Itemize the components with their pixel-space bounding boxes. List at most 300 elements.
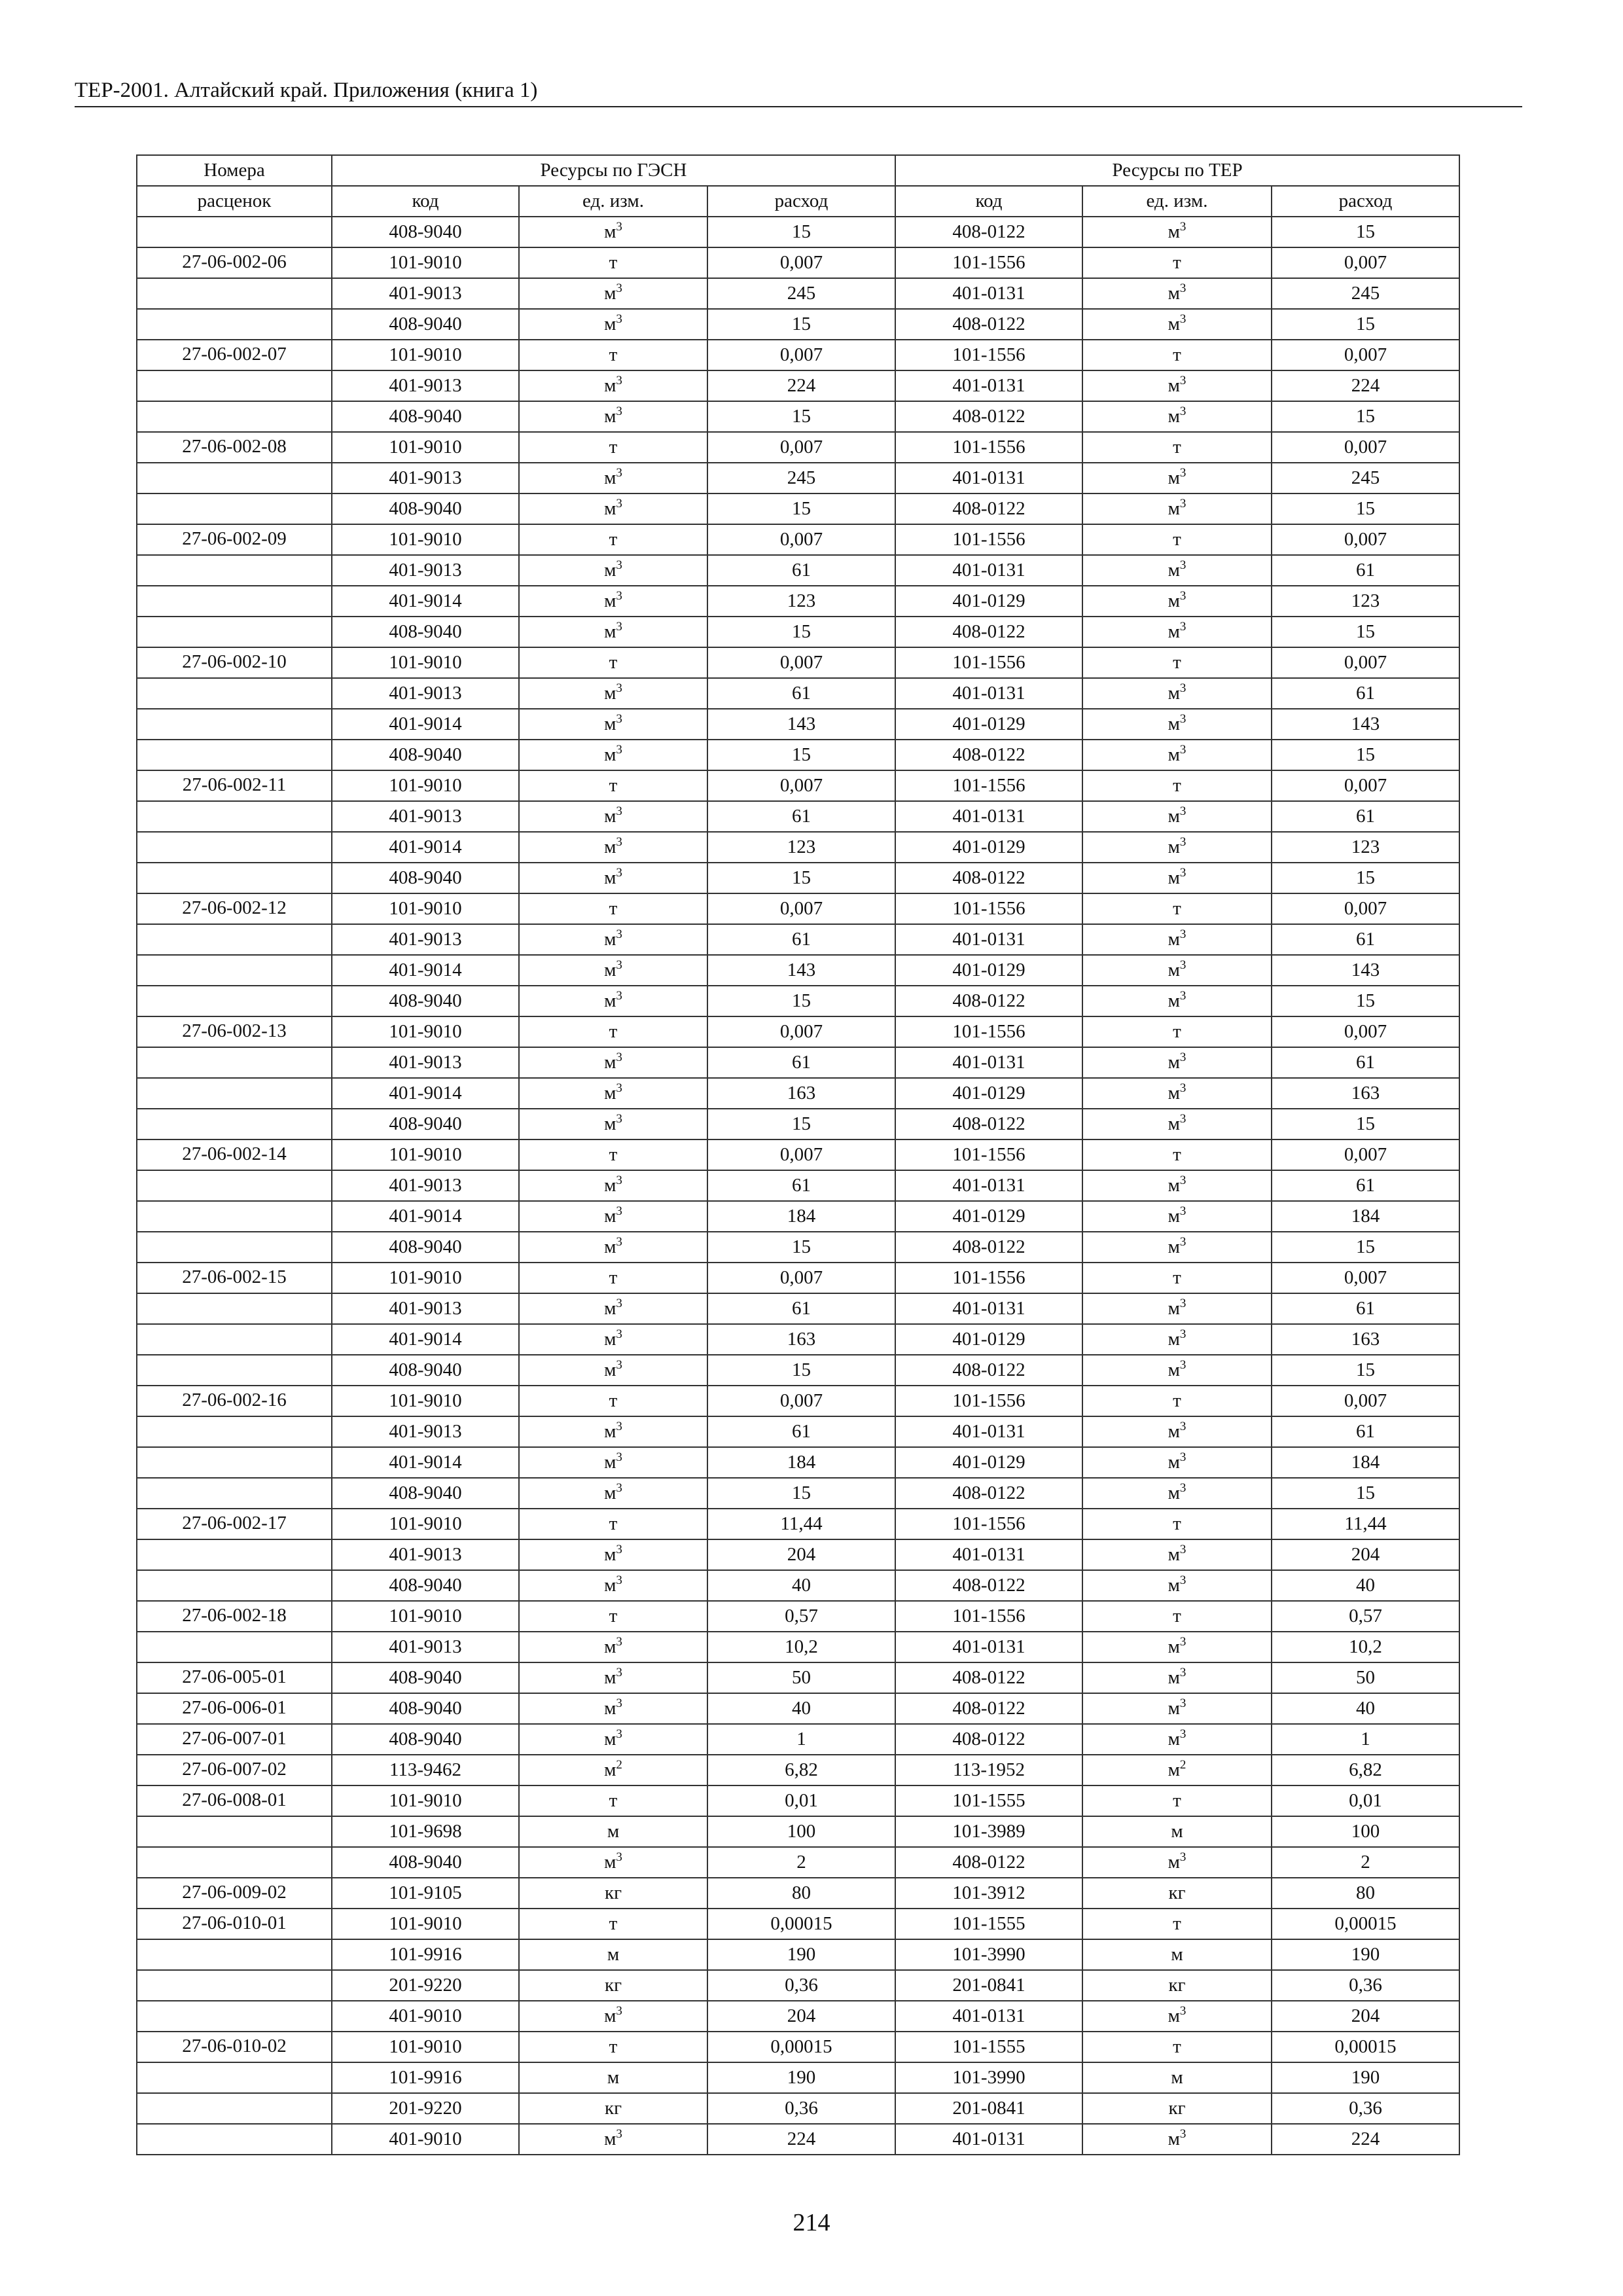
gesn-unit-cell: $м^2$ <box>519 1755 707 1785</box>
gesn-resources-header: Ресурсы по ГЭСН <box>332 155 895 186</box>
ter-unit-cell: т <box>1082 2032 1272 2062</box>
page-header: ТЕР-2001. Алтайский край. Приложения (книга 1) <box>75 77 1522 107</box>
gesn-consumption-cell: 15 <box>707 740 895 770</box>
ter-unit-cell: $м^3$ <box>1082 986 1272 1016</box>
gesn-unit-cell: $м^3$ <box>519 1047 707 1078</box>
gesn-unit-cell: $м^3$ <box>519 1355 707 1386</box>
table-row <box>137 1755 1459 1785</box>
table-row <box>137 1109 1459 1139</box>
ter-consumption-cell: 0,007 <box>1272 247 1459 278</box>
rate-number-cell <box>137 401 332 432</box>
ter-code-cell: 101-1556 <box>895 247 1082 278</box>
ter-unit-cell: $м^3$ <box>1082 1201 1272 1232</box>
gesn-consumption-cell: 224 <box>707 370 895 401</box>
gesn-consumption-cell: 0,007 <box>707 247 895 278</box>
ter-code-cell: 408-0122 <box>895 1355 1082 1386</box>
gesn-code-cell: 101-9010 <box>332 1139 519 1170</box>
ter-code-cell: 401-0129 <box>895 955 1082 986</box>
ter-unit-cell: $м^3$ <box>1082 955 1272 986</box>
ter-consumption-cell: 61 <box>1272 1170 1459 1201</box>
ter-unit-cell: $м^3$ <box>1082 924 1272 955</box>
ter-unit-cell: т <box>1082 1386 1272 1416</box>
gesn-unit-cell: $м^3$ <box>519 1416 707 1447</box>
ter-consumption-cell: 15 <box>1272 217 1459 247</box>
table-row <box>137 247 1459 278</box>
table-row <box>137 401 1459 432</box>
gesn-code-cell: 101-9010 <box>332 1263 519 1293</box>
gesn-code-cell: 101-9916 <box>332 2062 519 2093</box>
gesn-unit-cell: $м^3$ <box>519 1078 707 1109</box>
table-row <box>137 1785 1459 1816</box>
ter-consumption-cell: 61 <box>1272 1047 1459 1078</box>
gesn-code-cell: 201-9220 <box>332 1970 519 2001</box>
ter-code-cell: 408-0122 <box>895 217 1082 247</box>
ter-unit-cell: $м^3$ <box>1082 1570 1272 1601</box>
ter-code-cell: 201-0841 <box>895 2093 1082 2124</box>
gesn-code-cell: 101-9010 <box>332 770 519 801</box>
gesn-unit-cell: т <box>519 1909 707 1939</box>
gesn-code-cell: 408-9040 <box>332 617 519 647</box>
gesn-unit-cell: $м^3$ <box>519 1632 707 1662</box>
rate-number-cell <box>137 1816 332 1847</box>
gesn-consumption-cell: 204 <box>707 2001 895 2032</box>
ter-code-cell: 401-0131 <box>895 2001 1082 2032</box>
ter-code-cell: 401-0131 <box>895 1539 1082 1570</box>
table-row <box>137 955 1459 986</box>
gesn-code-cell: 101-9010 <box>332 1386 519 1416</box>
gesn-code-cell: 408-9040 <box>332 217 519 247</box>
gesn-consumption-cell: 0,01 <box>707 1785 895 1816</box>
gesn-consumption-cell: 6,82 <box>707 1755 895 1785</box>
ter-code-cell: 101-3990 <box>895 1939 1082 1970</box>
gesn-unit-cell: $м^3$ <box>519 924 707 955</box>
gesn-unit-cell: $м^3$ <box>519 1324 707 1355</box>
ter-consumption-cell: 163 <box>1272 1324 1459 1355</box>
ter-consumption-cell: 61 <box>1272 924 1459 955</box>
rate-number-cell <box>137 986 332 1016</box>
ter-consumption-cell: 0,007 <box>1272 524 1459 555</box>
gesn-consumption-cell: 15 <box>707 1232 895 1263</box>
gesn-unit-cell: $м^3$ <box>519 709 707 740</box>
ter-code-cell: 101-1556 <box>895 340 1082 370</box>
rate-number-cell <box>137 1570 332 1601</box>
table-row <box>137 1201 1459 1232</box>
gesn-consumption-cell: 0,007 <box>707 770 895 801</box>
rate-number-cell <box>137 586 332 617</box>
gesn-code-cell: 408-9040 <box>332 1109 519 1139</box>
table-row <box>137 309 1459 340</box>
gesn-code-cell: 408-9040 <box>332 1724 519 1755</box>
gesn-code-cell: 408-9040 <box>332 1662 519 1693</box>
gesn-code-cell: 101-9010 <box>332 893 519 924</box>
rate-number-cell <box>137 801 332 832</box>
gesn-code-cell: 101-9010 <box>332 524 519 555</box>
gesn-consumption-cell: 0,57 <box>707 1601 895 1632</box>
rate-number-cell <box>137 1478 332 1509</box>
gesn-code-cell: 101-9010 <box>332 647 519 678</box>
gesn-unit-cell: $м^3$ <box>519 832 707 863</box>
ter-consumption-cell: 50 <box>1272 1662 1459 1693</box>
gesn-unit-cell: м <box>519 1939 707 1970</box>
ter-consumption-cell: 184 <box>1272 1201 1459 1232</box>
gesn-unit-cell: $м^3$ <box>519 986 707 1016</box>
gesn-consumption-cell: 0,007 <box>707 893 895 924</box>
ter-unit-cell: $м^3$ <box>1082 740 1272 770</box>
ter-consumption-cell: 61 <box>1272 801 1459 832</box>
gesn-consumption-cell: 0,007 <box>707 647 895 678</box>
resource-table <box>136 154 1460 2155</box>
gesn-code-cell: 101-9105 <box>332 1878 519 1909</box>
ter-unit-cell: $м^3$ <box>1082 1078 1272 1109</box>
ter-unit-cell: $м^3$ <box>1082 1478 1272 1509</box>
ter-consumption-cell: 15 <box>1272 1355 1459 1386</box>
rate-number-cell <box>137 1416 332 1447</box>
ter-unit-cell: $м^3$ <box>1082 586 1272 617</box>
table-row <box>137 740 1459 770</box>
ter-code-cell: 408-0122 <box>895 1570 1082 1601</box>
ter-code-cell: 401-0131 <box>895 370 1082 401</box>
gesn-code-cell: 101-9010 <box>332 2032 519 2062</box>
gesn-consumption-cell: 61 <box>707 678 895 709</box>
ter-unit-cell: $м^3$ <box>1082 709 1272 740</box>
ter-unit-cell: т <box>1082 247 1272 278</box>
ter-consumption-cell: 0,36 <box>1272 2093 1459 2124</box>
gesn-consumption-header: расход <box>707 186 895 217</box>
gesn-consumption-cell: 184 <box>707 1447 895 1478</box>
table-row <box>137 463 1459 493</box>
ter-code-cell: 408-0122 <box>895 1693 1082 1724</box>
gesn-consumption-cell: 0,007 <box>707 1386 895 1416</box>
table-row <box>137 1447 1459 1478</box>
rate-number-cell: 27-06-010-02 <box>137 2032 332 2062</box>
table-row <box>137 555 1459 586</box>
ter-code-cell: 401-0131 <box>895 1416 1082 1447</box>
table-row <box>137 432 1459 463</box>
rate-number-cell <box>137 1170 332 1201</box>
gesn-code-cell: 408-9040 <box>332 401 519 432</box>
gesn-unit-cell: кг <box>519 2093 707 2124</box>
rate-number-cell <box>137 709 332 740</box>
rate-number-cell <box>137 1324 332 1355</box>
gesn-unit-cell: т <box>519 1139 707 1170</box>
gesn-code-cell: 408-9040 <box>332 1570 519 1601</box>
gesn-code-cell: 101-9010 <box>332 340 519 370</box>
table-row <box>137 524 1459 555</box>
rate-number-cell <box>137 1201 332 1232</box>
gesn-code-cell: 401-9013 <box>332 678 519 709</box>
gesn-code-cell: 401-9014 <box>332 1078 519 1109</box>
table-row <box>137 1724 1459 1755</box>
ter-consumption-cell: 15 <box>1272 1478 1459 1509</box>
rate-number-cell <box>137 740 332 770</box>
gesn-code-cell: 101-9010 <box>332 1785 519 1816</box>
ter-code-cell: 408-0122 <box>895 986 1082 1016</box>
gesn-code-header: код <box>332 186 519 217</box>
gesn-consumption-cell: 50 <box>707 1662 895 1693</box>
ter-consumption-cell: 61 <box>1272 1293 1459 1324</box>
ter-consumption-cell: 2 <box>1272 1847 1459 1878</box>
ter-consumption-cell: 163 <box>1272 1078 1459 1109</box>
gesn-consumption-cell: 0,007 <box>707 1263 895 1293</box>
ter-unit-cell: $м^3$ <box>1082 1447 1272 1478</box>
rate-number-cell: 27-06-002-08 <box>137 432 332 463</box>
table-body <box>137 217 1459 2155</box>
rate-number-cell <box>137 1078 332 1109</box>
gesn-consumption-cell: 15 <box>707 217 895 247</box>
ter-unit-cell: $м^3$ <box>1082 2124 1272 2155</box>
ter-consumption-cell: 15 <box>1272 617 1459 647</box>
ter-code-cell: 401-0131 <box>895 2124 1082 2155</box>
ter-consumption-cell: 0,57 <box>1272 1601 1459 1632</box>
gesn-unit-cell: $м^3$ <box>519 1478 707 1509</box>
gesn-consumption-cell: 190 <box>707 1939 895 1970</box>
gesn-consumption-cell: 0,007 <box>707 1139 895 1170</box>
rate-number-cell <box>137 678 332 709</box>
ter-code-cell: 101-1556 <box>895 524 1082 555</box>
gesn-unit-cell: т <box>519 2032 707 2062</box>
gesn-consumption-cell: 100 <box>707 1816 895 1847</box>
gesn-code-cell: 401-9014 <box>332 709 519 740</box>
ter-unit-cell: т <box>1082 770 1272 801</box>
ter-unit-cell: $м^3$ <box>1082 555 1272 586</box>
gesn-unit-cell: т <box>519 340 707 370</box>
gesn-consumption-cell: 61 <box>707 555 895 586</box>
rate-number-cell: 27-06-002-10 <box>137 647 332 678</box>
ter-consumption-cell: 0,007 <box>1272 647 1459 678</box>
table-row <box>137 1263 1459 1293</box>
gesn-code-cell: 401-9014 <box>332 1447 519 1478</box>
ter-unit-cell: $м^3$ <box>1082 2001 1272 2032</box>
table-row <box>137 1355 1459 1386</box>
ter-code-cell: 101-3990 <box>895 2062 1082 2093</box>
gesn-consumption-cell: 245 <box>707 278 895 309</box>
ter-consumption-cell: 143 <box>1272 709 1459 740</box>
table-row <box>137 1416 1459 1447</box>
gesn-unit-cell: т <box>519 770 707 801</box>
gesn-code-cell: 401-9013 <box>332 1293 519 1324</box>
ter-unit-cell: $м^3$ <box>1082 217 1272 247</box>
gesn-consumption-cell: 0,007 <box>707 432 895 463</box>
gesn-unit-cell: $м^3$ <box>519 401 707 432</box>
ter-code-cell: 101-1556 <box>895 893 1082 924</box>
table-row <box>137 493 1459 524</box>
ter-consumption-cell: 123 <box>1272 832 1459 863</box>
ter-unit-cell: кг <box>1082 1970 1272 2001</box>
ter-code-cell: 401-0131 <box>895 1632 1082 1662</box>
gesn-code-cell: 408-9040 <box>332 740 519 770</box>
table-subheader-row <box>137 186 1459 217</box>
ter-code-cell: 401-0131 <box>895 278 1082 309</box>
ter-consumption-cell: 0,007 <box>1272 340 1459 370</box>
gesn-consumption-cell: 143 <box>707 709 895 740</box>
ter-code-cell: 408-0122 <box>895 1109 1082 1139</box>
ter-consumption-cell: 61 <box>1272 1416 1459 1447</box>
gesn-code-cell: 408-9040 <box>332 493 519 524</box>
gesn-consumption-cell: 224 <box>707 2124 895 2155</box>
ter-unit-cell: т <box>1082 524 1272 555</box>
ter-code-cell: 408-0122 <box>895 1662 1082 1693</box>
table-row <box>137 986 1459 1016</box>
gesn-consumption-cell: 15 <box>707 401 895 432</box>
gesn-consumption-cell: 204 <box>707 1539 895 1570</box>
rate-number-cell: 27-06-002-12 <box>137 893 332 924</box>
ter-code-cell: 408-0122 <box>895 1724 1082 1755</box>
gesn-code-cell: 401-9013 <box>332 463 519 493</box>
gesn-code-cell: 401-9013 <box>332 370 519 401</box>
rate-number-cell <box>137 278 332 309</box>
table-row <box>137 1970 1459 2001</box>
rate-number-cell <box>137 370 332 401</box>
ter-unit-cell: т <box>1082 1016 1272 1047</box>
gesn-unit-cell: т <box>519 893 707 924</box>
gesn-unit-cell: $м^3$ <box>519 863 707 893</box>
ter-code-cell: 408-0122 <box>895 1478 1082 1509</box>
ter-consumption-cell: 0,007 <box>1272 893 1459 924</box>
gesn-code-cell: 101-9698 <box>332 1816 519 1847</box>
ter-unit-cell: $м^3$ <box>1082 1047 1272 1078</box>
gesn-code-cell: 401-9014 <box>332 832 519 863</box>
ter-code-cell: 401-0129 <box>895 709 1082 740</box>
ter-unit-cell: $м^3$ <box>1082 401 1272 432</box>
ter-consumption-cell: 204 <box>1272 1539 1459 1570</box>
table-row <box>137 2062 1459 2093</box>
ter-consumption-cell: 0,007 <box>1272 1386 1459 1416</box>
rate-number-cell <box>137 2124 332 2155</box>
ter-consumption-cell: 15 <box>1272 309 1459 340</box>
rate-number-cell <box>137 617 332 647</box>
ter-consumption-cell: 100 <box>1272 1816 1459 1847</box>
gesn-consumption-cell: 15 <box>707 309 895 340</box>
table-row <box>137 586 1459 617</box>
gesn-unit-cell: $м^3$ <box>519 1724 707 1755</box>
ter-unit-cell: т <box>1082 1509 1272 1539</box>
rate-number-cell <box>137 217 332 247</box>
gesn-unit-cell: кг <box>519 1878 707 1909</box>
table-row <box>137 1047 1459 1078</box>
table-row <box>137 1232 1459 1263</box>
table-row <box>137 617 1459 647</box>
gesn-code-cell: 401-9014 <box>332 1324 519 1355</box>
ter-consumption-cell: 190 <box>1272 2062 1459 2093</box>
gesn-code-cell: 401-9013 <box>332 278 519 309</box>
table-row <box>137 278 1459 309</box>
ter-code-cell: 408-0122 <box>895 617 1082 647</box>
ter-unit-cell: т <box>1082 647 1272 678</box>
table-header-row <box>137 155 1459 186</box>
table-row <box>137 1139 1459 1170</box>
ter-unit-cell: $м^3$ <box>1082 1632 1272 1662</box>
gesn-consumption-cell: 61 <box>707 924 895 955</box>
ter-code-cell: 101-1556 <box>895 432 1082 463</box>
gesn-consumption-cell: 0,007 <box>707 340 895 370</box>
table-row <box>137 1386 1459 1416</box>
rate-number-cell: 27-06-008-01 <box>137 1785 332 1816</box>
rate-number-cell: 27-06-002-15 <box>137 1263 332 1293</box>
ter-unit-cell: $м^3$ <box>1082 801 1272 832</box>
gesn-code-cell: 401-9013 <box>332 555 519 586</box>
ter-unit-cell: т <box>1082 893 1272 924</box>
ter-consumption-cell: 0,00015 <box>1272 1909 1459 1939</box>
ter-code-cell: 101-1556 <box>895 1386 1082 1416</box>
gesn-unit-cell: $м^3$ <box>519 740 707 770</box>
ter-unit-cell: $м^2$ <box>1082 1755 1272 1785</box>
ter-consumption-cell: 15 <box>1272 493 1459 524</box>
rate-number-cell <box>137 1109 332 1139</box>
ter-code-header: код <box>895 186 1082 217</box>
ter-code-cell: 101-1556 <box>895 647 1082 678</box>
rate-number-cell: 27-06-002-09 <box>137 524 332 555</box>
ter-unit-cell: $м^3$ <box>1082 463 1272 493</box>
ter-consumption-cell: 0,00015 <box>1272 2032 1459 2062</box>
ter-consumption-cell: 1 <box>1272 1724 1459 1755</box>
gesn-consumption-cell: 15 <box>707 493 895 524</box>
ter-code-cell: 401-0129 <box>895 1324 1082 1355</box>
ter-code-cell: 401-0129 <box>895 1201 1082 1232</box>
gesn-consumption-cell: 1 <box>707 1724 895 1755</box>
ter-code-cell: 101-1556 <box>895 1601 1082 1632</box>
gesn-code-cell: 408-9040 <box>332 309 519 340</box>
ter-consumption-cell: 0,36 <box>1272 1970 1459 2001</box>
rate-number-cell: 27-06-007-01 <box>137 1724 332 1755</box>
ter-unit-cell: $м^3$ <box>1082 617 1272 647</box>
rate-number-cell: 27-06-002-11 <box>137 770 332 801</box>
ter-code-cell: 401-0129 <box>895 1447 1082 1478</box>
gesn-consumption-cell: 15 <box>707 1109 895 1139</box>
ter-code-cell: 401-0129 <box>895 1078 1082 1109</box>
ter-consumption-cell: 224 <box>1272 2124 1459 2155</box>
rate-number-cell: 27-06-002-18 <box>137 1601 332 1632</box>
gesn-consumption-cell: 0,00015 <box>707 2032 895 2062</box>
gesn-unit-cell: т <box>519 524 707 555</box>
rate-number-cell <box>137 924 332 955</box>
gesn-code-cell: 101-9010 <box>332 1601 519 1632</box>
ter-code-cell: 401-0131 <box>895 678 1082 709</box>
gesn-consumption-cell: 61 <box>707 1416 895 1447</box>
gesn-unit-cell: т <box>519 1601 707 1632</box>
gesn-unit-cell: $м^3$ <box>519 1232 707 1263</box>
ter-unit-cell: м <box>1082 1939 1272 1970</box>
table-row <box>137 647 1459 678</box>
table-row <box>137 1693 1459 1724</box>
rate-number-cell: 27-06-006-01 <box>137 1693 332 1724</box>
rate-number-cell <box>137 1539 332 1570</box>
rate-number-cell <box>137 1632 332 1662</box>
ter-consumption-cell: 0,007 <box>1272 1016 1459 1047</box>
ter-unit-cell: $м^3$ <box>1082 1293 1272 1324</box>
rate-number-cell: 27-06-007-02 <box>137 1755 332 1785</box>
gesn-unit-cell: т <box>519 1386 707 1416</box>
table-row <box>137 340 1459 370</box>
gesn-consumption-cell: 0,36 <box>707 2093 895 2124</box>
ter-code-cell: 401-0131 <box>895 463 1082 493</box>
rate-number-cell <box>137 555 332 586</box>
gesn-code-cell: 401-9013 <box>332 801 519 832</box>
rate-number-cell: 27-06-002-16 <box>137 1386 332 1416</box>
gesn-unit-cell: $м^3$ <box>519 2001 707 2032</box>
ter-consumption-cell: 0,007 <box>1272 1139 1459 1170</box>
gesn-unit-cell: $м^3$ <box>519 1201 707 1232</box>
gesn-unit-cell: $м^3$ <box>519 678 707 709</box>
rate-number-cell <box>137 2093 332 2124</box>
ter-consumption-header: расход <box>1272 186 1459 217</box>
rate-number-cell: 27-06-002-07 <box>137 340 332 370</box>
ter-code-cell: 101-1556 <box>895 1016 1082 1047</box>
ter-unit-cell: т <box>1082 1601 1272 1632</box>
table-row <box>137 924 1459 955</box>
gesn-unit-cell: т <box>519 247 707 278</box>
gesn-unit-cell: $м^3$ <box>519 1293 707 1324</box>
gesn-unit-cell: $м^3$ <box>519 1693 707 1724</box>
